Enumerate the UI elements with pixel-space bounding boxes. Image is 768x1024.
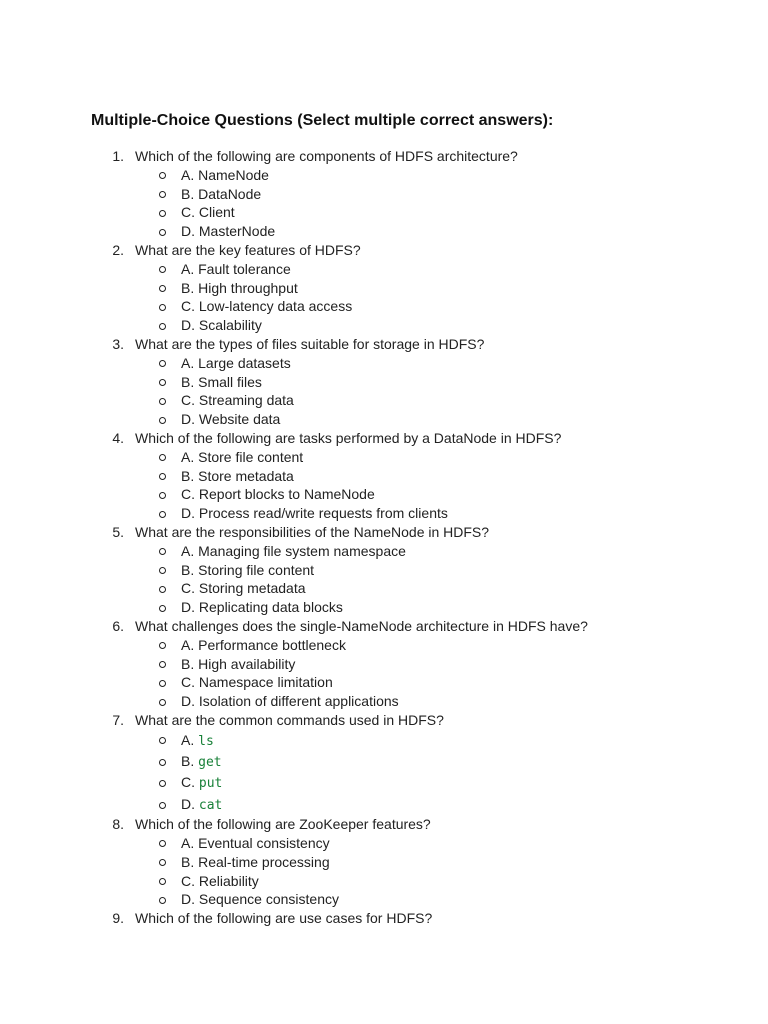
question-list [0, 147, 768, 928]
option-text: A. Store file content [181, 448, 304, 465]
question-text: What are the key features of HDFS? [135, 241, 361, 258]
option-text: A. Fault tolerance [181, 260, 291, 277]
option-text: A. Performance bottleneck [181, 636, 346, 653]
option-text: D. Sequence consistency [181, 891, 339, 908]
option-item [0, 354, 768, 373]
option-list [0, 542, 768, 617]
question-number: 5. [112, 523, 124, 540]
question-row [0, 335, 768, 354]
hollow-circle-bullet-icon [159, 379, 166, 386]
page-title: Multiple-Choice Questions (Select multiple correct answers): [91, 112, 554, 129]
hollow-circle-bullet-icon [159, 661, 166, 668]
hollow-circle-bullet-icon [159, 172, 166, 179]
hollow-circle-bullet-icon [159, 360, 166, 367]
option-text: A. Managing file system namespace [181, 542, 406, 559]
question-text: Which of the following are tasks performed by a DataNode in HDFS? [135, 429, 562, 446]
hollow-circle-bullet-icon [159, 780, 166, 787]
option-item [0, 485, 768, 504]
option-list [0, 354, 768, 429]
hollow-circle-bullet-icon [159, 680, 166, 687]
question-text: What are the responsibilities of the NameNode in HDFS? [135, 523, 490, 540]
option-text: C. Streaming data [181, 392, 294, 409]
option-text: B. DataNode [181, 185, 262, 202]
option-item [0, 598, 768, 617]
question-text: Which of the following are ZooKeeper features? [135, 816, 431, 833]
option-item [0, 561, 768, 580]
question-item [0, 909, 768, 928]
hollow-circle-bullet-icon [159, 323, 166, 330]
question-item [0, 617, 768, 711]
option-item [0, 316, 768, 335]
hollow-circle-bullet-icon [159, 511, 166, 518]
option-item [0, 673, 768, 692]
question-number: 9. [112, 910, 124, 927]
option-item [0, 166, 768, 185]
question-text: What challenges does the single-NameNode architecture in HDFS have? [135, 617, 588, 634]
command-code: put [198, 776, 223, 792]
option-prefix: B. [181, 753, 199, 770]
option-text [181, 794, 222, 816]
hollow-circle-bullet-icon [159, 304, 166, 311]
option-item [0, 373, 768, 392]
hollow-circle-bullet-icon [159, 605, 166, 612]
hollow-circle-bullet-icon [159, 210, 166, 217]
question-row [0, 147, 768, 166]
option-text: C. Namespace limitation [181, 674, 333, 691]
hollow-circle-bullet-icon [159, 191, 166, 198]
question-row [0, 815, 768, 834]
hollow-circle-bullet-icon [159, 840, 166, 847]
question-number: 8. [112, 816, 124, 833]
question-number: 3. [112, 335, 124, 352]
option-item [0, 751, 768, 772]
option-item [0, 890, 768, 909]
option-text: B. High availability [181, 655, 296, 672]
question-row [0, 523, 768, 542]
option-text: D. Scalability [181, 317, 262, 334]
option-item [0, 853, 768, 872]
question-text: Which of the following are use cases for HDFS? [135, 910, 433, 927]
command-code: ls [198, 733, 214, 749]
question-row [0, 711, 768, 730]
question-item [0, 711, 768, 815]
hollow-circle-bullet-icon [159, 473, 166, 480]
option-text: B. Store metadata [181, 467, 294, 484]
hollow-circle-bullet-icon [159, 567, 166, 574]
option-item [0, 203, 768, 222]
question-row [0, 241, 768, 260]
hollow-circle-bullet-icon [159, 737, 166, 744]
option-item [0, 467, 768, 486]
option-item [0, 448, 768, 467]
hollow-circle-bullet-icon [159, 229, 166, 236]
question-text: Which of the following are components of HDFS architecture? [135, 148, 518, 164]
option-item [0, 279, 768, 298]
option-list [0, 834, 768, 909]
question-item [0, 815, 768, 909]
question-item [0, 523, 768, 617]
option-list [0, 730, 768, 816]
option-text: B. High throughput [181, 279, 298, 296]
option-item [0, 655, 768, 674]
hollow-circle-bullet-icon [159, 417, 166, 424]
option-text: C. Reliability [181, 872, 259, 889]
option-item [0, 730, 768, 751]
option-text [181, 772, 222, 794]
hollow-circle-bullet-icon [159, 586, 166, 593]
option-text: B. Storing file content [181, 561, 315, 578]
option-text: A. Large datasets [181, 354, 291, 371]
hollow-circle-bullet-icon [159, 897, 166, 904]
question-number: 2. [112, 241, 124, 258]
option-item [0, 391, 768, 410]
option-prefix: D. [181, 795, 199, 812]
option-item [0, 260, 768, 279]
question-text: What are the types of files suitable for storage in HDFS? [135, 335, 485, 352]
question-number: 6. [112, 617, 124, 634]
option-item [0, 692, 768, 711]
question-item [0, 241, 768, 335]
option-text: C. Client [181, 204, 235, 221]
question-number: 7. [112, 711, 124, 728]
command-code: cat [198, 797, 223, 813]
question-number: 4. [112, 429, 124, 446]
hollow-circle-bullet-icon [159, 642, 166, 649]
hollow-circle-bullet-icon [159, 802, 166, 809]
option-list [0, 636, 768, 711]
hollow-circle-bullet-icon [159, 454, 166, 461]
option-item [0, 410, 768, 429]
option-text: B. Real-time processing [181, 853, 330, 870]
hollow-circle-bullet-icon [159, 492, 166, 499]
option-text: D. Replicating data blocks [181, 599, 343, 616]
hollow-circle-bullet-icon [159, 878, 166, 885]
option-text: A. Eventual consistency [181, 835, 330, 852]
option-text: A. NameNode [181, 166, 269, 183]
option-text: D. Isolation of different applications [181, 693, 399, 710]
option-text: D. MasterNode [181, 223, 276, 240]
hollow-circle-bullet-icon [159, 548, 166, 555]
option-text: C. Report blocks to NameNode [181, 486, 375, 503]
option-item [0, 297, 768, 316]
question-row [0, 617, 768, 636]
question-row [0, 429, 768, 448]
option-item [0, 834, 768, 853]
option-text: D. Website data [181, 411, 281, 428]
question-number: 1. [112, 148, 124, 164]
question-row [0, 909, 768, 928]
option-item [0, 222, 768, 241]
option-text: C. Low-latency data access [181, 298, 353, 315]
option-list [0, 260, 768, 335]
option-item [0, 504, 768, 523]
option-item [0, 872, 768, 891]
hollow-circle-bullet-icon [159, 285, 166, 292]
question-item [0, 147, 768, 241]
option-list [0, 166, 768, 241]
option-prefix: C. [181, 774, 199, 791]
hollow-circle-bullet-icon [159, 759, 166, 766]
question-text: What are the common commands used in HDFS? [135, 711, 444, 728]
hollow-circle-bullet-icon [159, 699, 166, 706]
option-item [0, 542, 768, 561]
option-list [0, 448, 768, 523]
option-text: B. Small files [181, 373, 262, 390]
hollow-circle-bullet-icon [159, 859, 166, 866]
option-text: D. Process read/write requests from clients [181, 505, 448, 522]
option-item [0, 636, 768, 655]
option-item [0, 579, 768, 598]
option-item [0, 794, 768, 815]
option-item [0, 772, 768, 793]
hollow-circle-bullet-icon [159, 398, 166, 405]
option-text [181, 730, 214, 752]
command-code: get [198, 755, 222, 771]
question-item [0, 335, 768, 429]
option-text [181, 751, 222, 773]
option-prefix: A. [181, 731, 199, 748]
option-item [0, 185, 768, 204]
option-text: C. Storing metadata [181, 580, 306, 597]
question-item [0, 429, 768, 523]
hollow-circle-bullet-icon [159, 266, 166, 273]
